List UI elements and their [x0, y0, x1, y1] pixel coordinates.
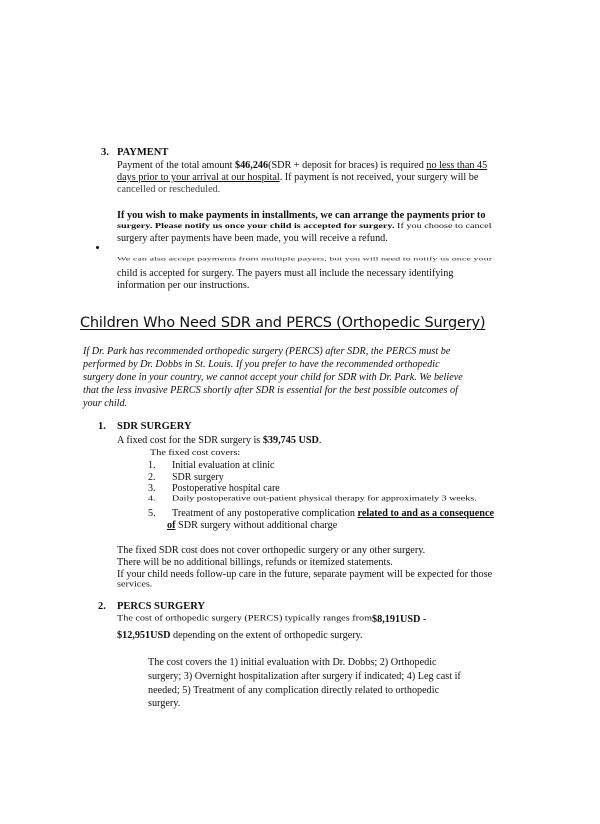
payment-line-3: cancelled or rescheduled. [117, 184, 221, 195]
sdr-note-2: There will be no additional billings, refunds or itemized statements. [117, 557, 393, 568]
sdr-fixed-cost [117, 435, 321, 448]
sdr-section-title: SDR SURGERY [117, 421, 192, 432]
list-item [148, 483, 528, 495]
percs-covers-line-4: surgery. [148, 698, 181, 709]
multiple-payers-line-3: information per our instructions. [117, 280, 250, 291]
list-item-text: Initial evaluation at clinic [172, 460, 275, 471]
list-item-number: 2. [148, 471, 156, 483]
complication-condition: related to and as a consequence [357, 508, 494, 519]
percs-cost-line-1 [117, 614, 426, 627]
list-item-number: 1. [148, 460, 156, 471]
payment-deadline-continued: days prior to your arrival at our hospital [117, 172, 280, 183]
payment-section-number: 3. [101, 147, 109, 158]
payment-total-amount: $46,246 [234, 160, 269, 171]
percs-covers-line-1: The cost covers the 1) initial evaluation with Dr. Dobbs; 2) Orthopedic [148, 657, 437, 668]
installments-notify: surgery. Please notify us once your child is accepted for surgery. [117, 222, 395, 231]
sdr-note-3: If your child needs follow-up care in the future, separate payment will be expected for those [117, 569, 493, 580]
payment-text: Payment of the total amount [117, 160, 235, 171]
list-item-number: 3. [148, 483, 156, 495]
percs-cost-max: $12,951USD [117, 630, 171, 641]
percs-cost-line-2 [117, 630, 363, 643]
sdr-covers-label: The fixed cost covers: [150, 448, 241, 458]
intro-line-2: performed by Dr. Dobbs in St. Louis. If you prefer to have the recommended orthopedic [83, 359, 440, 370]
multiple-payers-line-1: We can also accept payments from multiple payers, but you will need to notify us once your [117, 256, 493, 263]
percs-covers-line-2: surgery; 3) Overnight hospitalization after surgery if indicated; 4) Leg cast if [148, 671, 461, 682]
payment-section-title: PAYMENT [117, 147, 169, 158]
payment-deadline: no less than 45 [426, 160, 488, 171]
intro-line-1: If Dr. Park has recommended orthopedic surgery (PERCS) after SDR, the PERCS must be [83, 346, 451, 357]
list-item-text: Postoperative hospital care [172, 483, 280, 495]
sdr-note-4: services. [117, 580, 153, 589]
list-item [148, 460, 528, 472]
percs-cost-min: $8,191USD - [372, 614, 427, 625]
percs-section-title: PERCS SURGERY [117, 601, 206, 612]
list-item-text: SDR surgery [172, 471, 224, 483]
intro-line-5: your child. [83, 398, 128, 409]
installments-cancel: If you choose to cancel [394, 222, 492, 231]
installments-line-3: surgery after payments have been made, you will receive a refund. [117, 233, 388, 244]
list-item [148, 472, 528, 484]
sdr-item-5 [148, 508, 494, 521]
sdr-fixed-cost-period: . [318, 435, 322, 446]
sdr-fixed-cost-text: A fixed cost for the SDR surgery is [117, 435, 263, 446]
list-item-text: Daily postoperative out-patient physical therapy for approximately 3 weeks. [172, 494, 477, 503]
multiple-payers-line-2: child is accepted for surgery. The payers must all include the necessary identifying [117, 268, 454, 279]
payment-line-2 [117, 172, 478, 185]
sdr-section-number: 1. [98, 421, 106, 432]
children-sdr-percs-heading: Children Who Need SDR and PERCS (Orthopedic Surgery) [80, 315, 486, 331]
payment-line-1 [117, 160, 527, 173]
sdr-covers-list [148, 460, 528, 506]
sdr-fixed-cost-amount: $39,745 USD [262, 435, 319, 446]
intro-line-4: that the less invasive PERCS shortly after SDR is essential for the best possible outcomes of [83, 385, 458, 396]
sdr-item-5-continued [167, 520, 337, 533]
bullet-icon [96, 246, 99, 249]
list-item-text: Treatment of any postoperative complication [172, 508, 358, 519]
installments-line-1: If you wish to make payments in installments, we can arrange the payments prior to [117, 210, 486, 221]
percs-covers-line-3: needed; 5) Treatment of any complication directly related to orthopedic [148, 685, 440, 696]
complication-condition-continued: of [167, 520, 176, 531]
percs-cost-text: depending on the extent of orthopedic surgery. [170, 630, 363, 641]
sdr-note-1: The fixed SDR cost does not cover orthopedic surgery or any other surgery. [117, 545, 426, 556]
payment-text: (SDR + deposit for braces) is required [268, 160, 427, 171]
list-item-number: 5. [148, 508, 156, 519]
list-item [148, 495, 528, 503]
list-item-number: 4. [148, 494, 156, 503]
intro-line-3: surgery done in your country, we cannot accept your child for SDR with Dr. Park. We believe [83, 372, 463, 383]
percs-section-number: 2. [98, 601, 106, 612]
list-item-text: SDR surgery without additional charge [175, 520, 338, 531]
percs-cost-text: The cost of orthopedic surgery (PERCS) typically ranges from [117, 614, 373, 623]
installments-line-2 [117, 222, 492, 231]
payment-text: . If payment is not received, your surgery will be [279, 172, 479, 183]
